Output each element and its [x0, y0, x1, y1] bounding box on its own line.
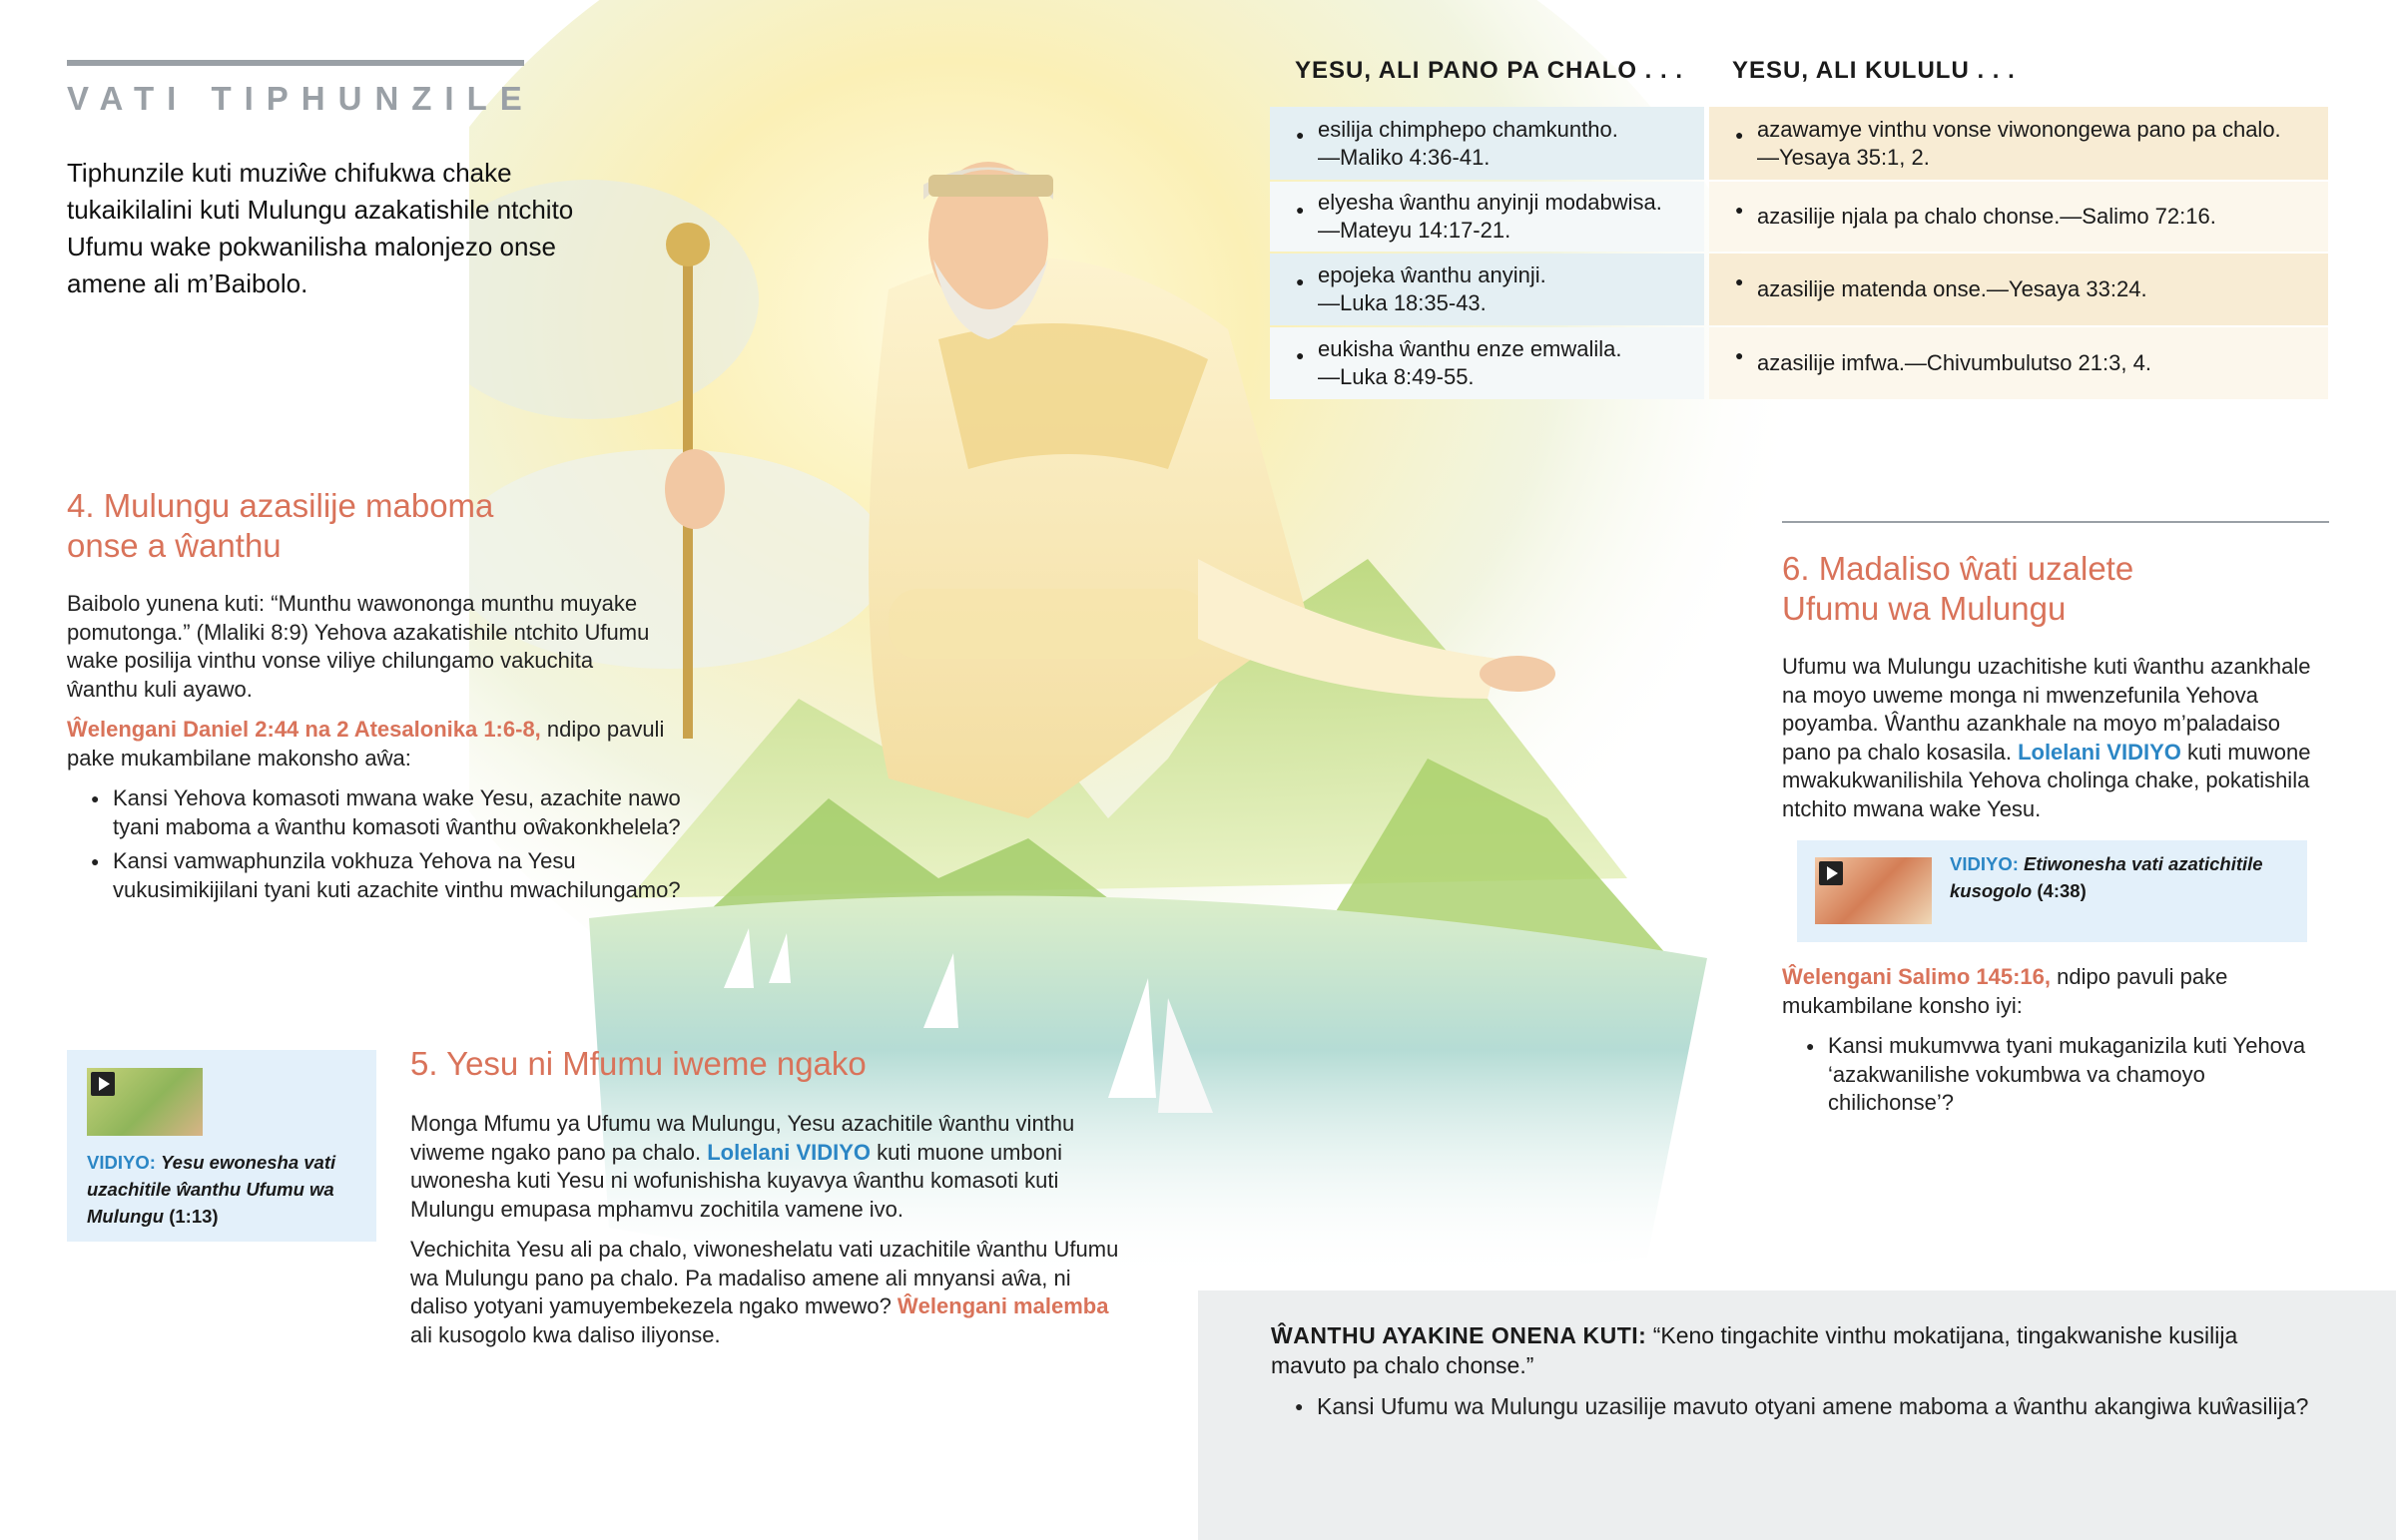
table-cell-right	[1709, 182, 2328, 252]
watch-video-link[interactable]: Lolelani VIDIYO	[2018, 739, 2181, 765]
table-cell-text: azawamye vinthu vonse viwonongewa pano pa chalo.	[1757, 116, 2281, 142]
section-5-p2-text: Vechichita Yesu ali pa chalo, viwoneshelatu vati uzachitile ŵanthu Ufumu wa Mulungu pano pa chalo. Pa madaliso amene ali mnyansi aŵa, ni daliso yotyani yamuyembekezela ngako mwewo?	[410, 1237, 1119, 1318]
section-5-paragraph-2	[410, 1236, 1129, 1349]
section-5-title: 5. Yesu ni Mfumu iweme ngako	[410, 1045, 867, 1082]
table-cell-text: eukisha ŵanthu enze emwalila.	[1318, 336, 1622, 361]
play-icon[interactable]	[1819, 861, 1843, 885]
intro-text: Tiphunzile kuti muziŵe chifukwa chake tukaikilalini kuti Mulungu azakatishile ntchito Ufumu wake pokwanilisha malonjezo onse amene ali m’Baibolo.	[67, 158, 574, 298]
table-cell-scripture: —Luka 18:35-43.	[1318, 290, 1487, 315]
section-6-questions	[1782, 1032, 2329, 1118]
video-caption	[1950, 850, 2289, 904]
others-say-panel	[1198, 1290, 2396, 1540]
section-6-top-rule	[1782, 521, 2329, 525]
section-6-paragraph	[1782, 653, 2329, 823]
bullet-icon: ●	[1296, 202, 1305, 218]
table-header-on-earth: YESU, ALI PANO PA CHALO . . .	[1295, 57, 1684, 84]
section-4-paragraph: Baibolo yunena kuti: “Munthu wawononga munthu muyake pomutonga.” (Mlaliki 8:9) Yehova azakatishile ntchito Ufumu wake posilija vinthu vonse viliye chilungamo vakuchita ŵanthu kuli ayawo.	[67, 591, 650, 702]
section-4-questions	[67, 784, 706, 904]
others-say-quote: “Keno tingachite vinthu mokatijana, tingakwanishe kusilija mavuto pa chalo chonse.”	[1271, 1322, 2238, 1378]
section-6-p1-rest: kuti muwone mwakukwanilishila Yehova cholinga chake, pokatishila ntchito mwana wake Yesu.	[1782, 739, 2311, 821]
bullet-icon: ●	[1296, 273, 1305, 289]
table-cell-right	[1709, 254, 2328, 325]
table-cell-right	[1709, 327, 2328, 399]
bullet-icon: ●	[1296, 347, 1305, 363]
section-4-title-line2: onse a ŵanthu	[67, 527, 282, 564]
section-4-title	[67, 486, 706, 566]
section-6-p1-text: Ufumu wa Mulungu uzachitishe kuti ŵanthu azankhale na moyo uweme monga ni mwenzefunila Yehova poyamba. Ŵanthu azankhale na moyo m’paladaiso pano pa chalo kosasila.	[1782, 654, 2311, 765]
table-cell-text: epojeka ŵanthu anyinji.	[1318, 262, 1546, 287]
video-thumbnail[interactable]	[1815, 857, 1932, 924]
video-label: VIDIYO:	[87, 1152, 156, 1173]
table-cell-scripture: —Luka 8:49-55.	[1318, 364, 1475, 389]
table-cell-text: azasilije njala pa chalo chonse.—Salimo 72:16.	[1757, 204, 2216, 229]
table-cell-right	[1709, 107, 2328, 180]
section-6-title-line2: Ufumu wa Mulungu	[1782, 590, 2067, 627]
table-cell-scripture: —Yesaya 35:1, 2.	[1757, 144, 1930, 170]
section-6-title-line1: 6. Madaliso ŵati uzalete	[1782, 550, 2134, 587]
list-item: ● Kansi Ufumu wa Mulungu uzasilije mavuto otyani amene maboma a ŵanthu akangiwa kuŵasilija?	[1271, 1392, 2329, 1421]
list-item: ● Kansi Yehova komasoti mwana wake Yesu, azachite nawo tyani maboma a ŵanthu komasoti ŵanthu oŵakonkhelela?	[67, 784, 706, 841]
section-4	[67, 486, 706, 904]
list-item: ● Kansi mukumvwa tyani mukaganizila kuti Yehova ‘azakwanilishe vokumbwa va chamoyo chilichonse’?	[1782, 1032, 2329, 1118]
section-5	[410, 1044, 1129, 1349]
table-cell-scripture: —Maliko 4:36-41.	[1318, 144, 1491, 170]
table-cell-left	[1270, 107, 1704, 180]
table-header-in-heaven: YESU, ALI KULULU . . .	[1732, 57, 2016, 84]
bullet-icon: ●	[1735, 202, 1744, 218]
others-say-label: ŴANTHU AYAKINE ONENA KUTI:	[1271, 1322, 1647, 1348]
table-cell-scripture: —Mateyu 14:17-21.	[1318, 218, 1511, 243]
table-cell-text: elyesha ŵanthu anyinji modabwisa.	[1318, 190, 1662, 215]
section-6-discussion	[1782, 963, 2329, 1118]
video-duration: (4:38)	[2037, 880, 2087, 901]
table-cell-left	[1270, 254, 1704, 325]
section-6-instruction	[1782, 963, 2329, 1020]
video-card-jesus-kingdom[interactable]	[67, 1050, 376, 1242]
others-say-text	[1271, 1320, 2299, 1380]
others-say-questions	[1271, 1392, 2329, 1421]
blessings-comparison-table	[0, 0, 2396, 409]
video-label: VIDIYO:	[1950, 853, 2019, 874]
section-5-p1-rest: kuti muone umboni uwonesha kuti Yesu ni wofunishisha kuyavya ŵanthu komasoti kuti Mulungu emupasa mphamvu zochitila vamene ivo.	[410, 1139, 1063, 1222]
intro-kicker: VATI TIPHUNZILE	[67, 80, 535, 117]
video-card-future[interactable]	[1797, 840, 2307, 942]
section-4-title-line1: 4. Mulungu azasilije maboma	[67, 487, 494, 524]
section-4-instruction-rest: ndipo pavuli pake mukambilane makonsho aŵa:	[67, 717, 665, 770]
table-cell-text: esilija chimphepo chamkuntho.	[1318, 116, 1618, 142]
section-5-scripture-ref[interactable]: Ŵelengani malemba	[897, 1293, 1109, 1318]
section-6-title	[1782, 549, 2329, 629]
section-5-paragraph-1	[410, 1110, 1129, 1224]
video-title[interactable]: Yesu ewonesha vati uzachitile ŵanthu Ufumu wa Mulungu	[87, 1152, 336, 1227]
video-title[interactable]: Etiwonesha vati azatichitile kusogolo	[1950, 853, 2263, 901]
table-cell-left	[1270, 182, 1704, 252]
section-6-scripture-ref[interactable]: Ŵelengani Salimo 145:16,	[1782, 964, 2051, 989]
section-6	[1782, 549, 2329, 823]
list-item: ● Kansi vamwaphunzila vokhuza Yehova na Yesu vukusimikijilani tyani kuti azachite vinthu mwachilungamo?	[67, 847, 706, 904]
watch-video-link[interactable]: Lolelani VIDIYO	[707, 1139, 872, 1165]
bullet-icon: ●	[1735, 347, 1744, 363]
play-icon[interactable]	[91, 1072, 115, 1096]
table-cell-text: azasilije matenda onse.—Yesaya 33:24.	[1757, 276, 2147, 301]
section-5-p2-rest: ali kusogolo kwa daliso iliyonse.	[410, 1321, 721, 1347]
video-caption	[87, 1149, 356, 1230]
video-thumbnail[interactable]	[87, 1068, 203, 1136]
section-5-p1-text: Monga Mfumu ya Ufumu wa Mulungu, Yesu azachitile ŵanthu vinthu viweme ngako pano pa chalo.	[410, 1111, 1075, 1165]
bullet-icon: ●	[1735, 127, 1744, 143]
bullet-icon: ●	[1296, 127, 1305, 143]
section-4-scripture-ref[interactable]: Ŵelengani Daniel 2:44 na 2 Atesalonika 1:6-8,	[67, 717, 541, 742]
video-duration: (1:13)	[169, 1206, 219, 1227]
section-4-instruction	[67, 716, 706, 772]
table-cell-text: azasilije imfwa.—Chivumbulutso 21:3, 4.	[1757, 350, 2151, 375]
table-cell-left	[1270, 327, 1704, 399]
bullet-icon: ●	[1735, 273, 1744, 289]
section-6-instruction-rest: ndipo pavuli pake mukambilane konsho iyi:	[1782, 964, 2228, 1018]
